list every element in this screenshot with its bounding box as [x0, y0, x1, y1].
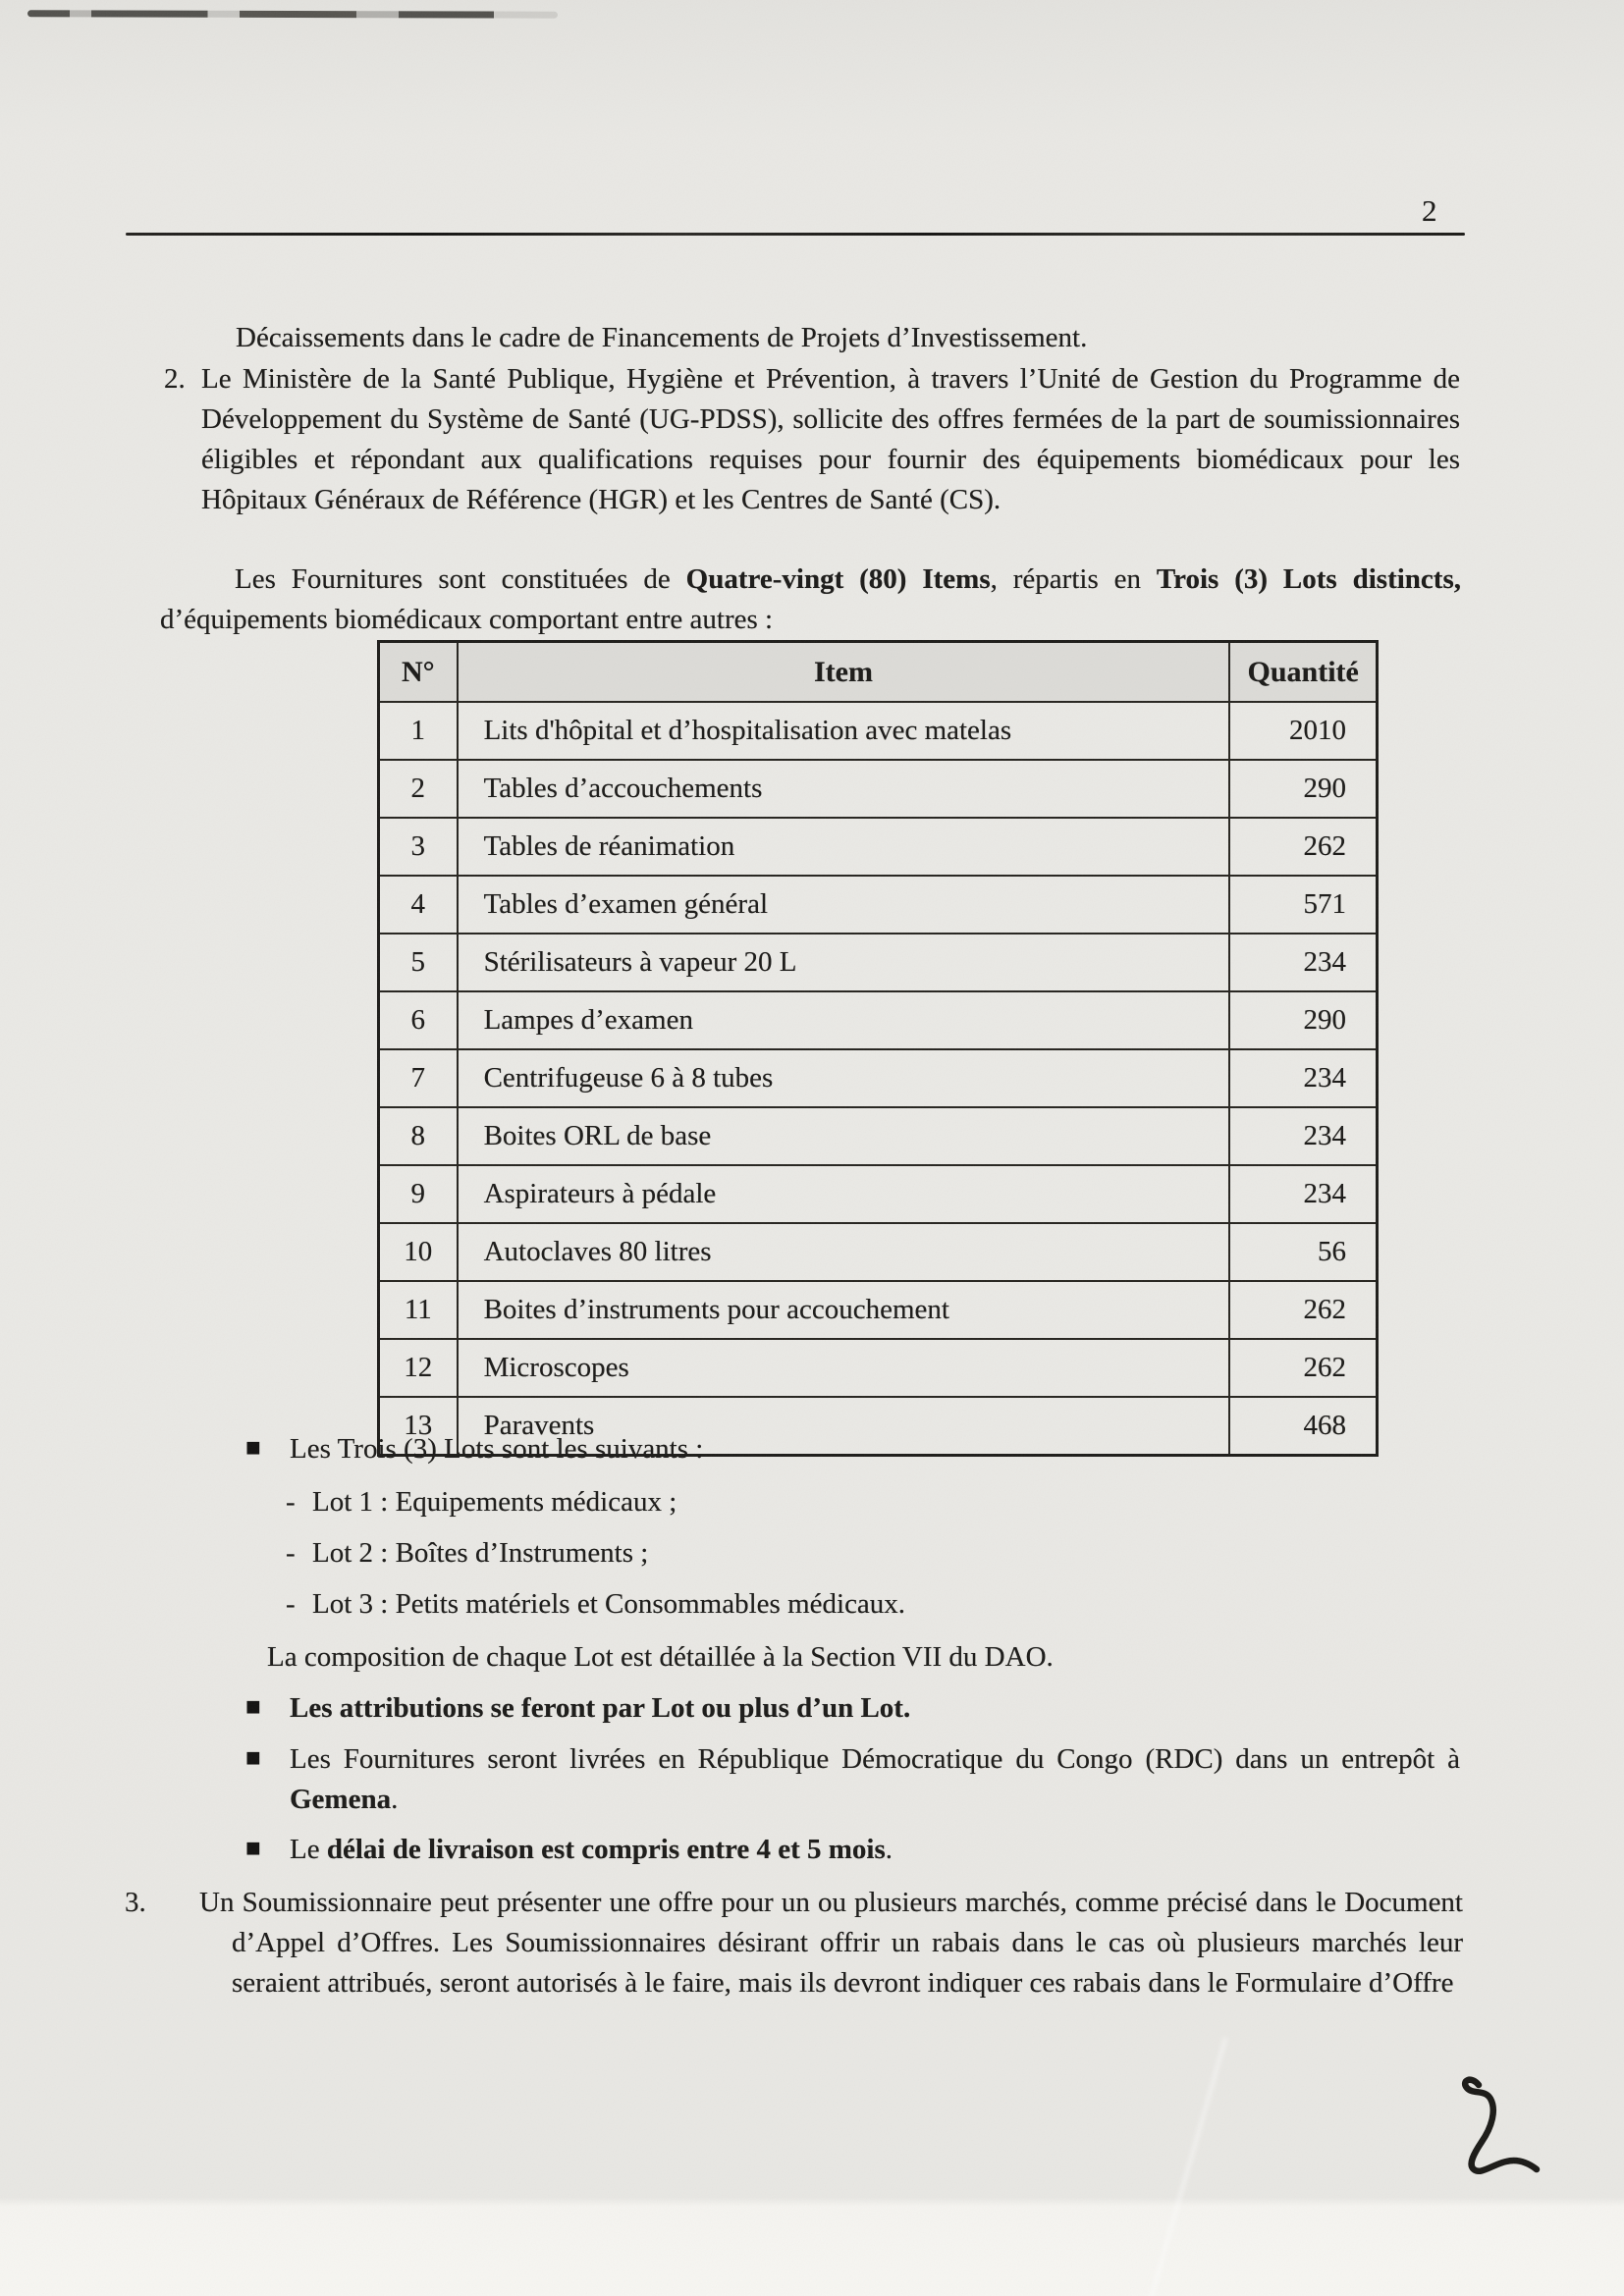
row-qty: 262	[1229, 1281, 1377, 1339]
row-qty: 234	[1229, 1107, 1377, 1165]
supplies-bold-1: Quatre-vingt (80) Items	[685, 563, 991, 595]
attributions-text: Les attributions se feront par Lot ou plus d’un Lot.	[290, 1692, 911, 1724]
item-2-number: 2.	[164, 363, 186, 395]
numbered-item-2	[164, 359, 1460, 520]
table-row	[379, 934, 1378, 991]
scan-artifact-smudge	[27, 10, 558, 18]
bullet-delivery	[245, 1739, 1460, 1820]
square-bullet-icon: ■	[245, 1433, 261, 1462]
dash-icon: -	[286, 1588, 296, 1620]
row-item: Lampes d’examen	[458, 991, 1230, 1049]
lots-intro-text: Les Trois (3) Lots sont les suivants :	[290, 1433, 704, 1465]
table-row	[379, 1281, 1378, 1339]
table-row	[379, 1107, 1378, 1165]
table-row	[379, 1165, 1378, 1223]
lot-item-3	[286, 1584, 906, 1625]
bullet-lots-intro	[245, 1429, 704, 1469]
row-qty: 571	[1229, 876, 1377, 934]
row-item: Lits d'hôpital et d’hospitalisation avec matelas	[458, 702, 1230, 760]
intro-paragraph: Décaissements dans le cadre de Financements de Projets d’Investissement.	[236, 322, 1088, 353]
table-row	[379, 1339, 1378, 1397]
row-item: Aspirateurs à pédale	[458, 1165, 1230, 1223]
square-bullet-icon: ■	[245, 1743, 261, 1772]
table-header-item: Item	[458, 642, 1230, 703]
row-qty: 290	[1229, 760, 1377, 818]
row-item: Paravents	[458, 1397, 1230, 1456]
lot-1-text: Lot 1 : Equipements médicaux ;	[312, 1486, 677, 1518]
scan-artifact-crease	[1143, 2037, 1228, 2296]
row-qty: 234	[1229, 1049, 1377, 1107]
item-3-text: Un Soumissionnaire peut présenter une offre pour un ou plusieurs marchés, comme précisé dans le Document d’Appel d’Offres. Les Soumissionnaires désirant offrir un rabais dans le cas où plusieurs marchés leur seraient attribués, seront autorisés à le faire, mais ils devront indiquer ces rabais dans le Formulaire d’Offre	[199, 1887, 1463, 1999]
row-no: 2	[379, 760, 458, 818]
page-number: 2	[1422, 193, 1437, 228]
delivery-bold-gemena: Gemena	[290, 1784, 392, 1815]
items-table	[377, 640, 1379, 1457]
bullet-attributions	[245, 1688, 911, 1729]
delay-text-2: .	[885, 1834, 893, 1865]
table-row	[379, 702, 1378, 760]
supplies-text-3: d’équipements biomédicaux comportant entre autres :	[160, 604, 774, 635]
row-no: 5	[379, 934, 458, 991]
composition-note: La composition de chaque Lot est détaillée à la Section VII du DAO.	[267, 1641, 1054, 1673]
row-no: 8	[379, 1107, 458, 1165]
row-no: 9	[379, 1165, 458, 1223]
row-no: 4	[379, 876, 458, 934]
row-qty: 234	[1229, 1165, 1377, 1223]
row-qty: 234	[1229, 934, 1377, 991]
table-row	[379, 818, 1378, 876]
delay-bold: délai de livraison est compris entre 4 et 5 mois	[326, 1834, 886, 1865]
row-no: 13	[379, 1397, 458, 1456]
row-qty: 56	[1229, 1223, 1377, 1281]
item-2-text: Le Ministère de la Santé Publique, Hygiène et Prévention, à travers l’Unité de Gestion du Programme de Développement du Système de Santé (UG-PDSS), sollicite des offres fermées de la part de soumissionnaires éligibles et répondant aux qualifications requises pour fournir des équipements biomédicaux pour les Hôpitaux Généraux de Référence (HGR) et les Centres de Santé (CS).	[201, 363, 1460, 515]
row-item: Autoclaves 80 litres	[458, 1223, 1230, 1281]
table-row	[379, 876, 1378, 934]
delay-text-1: Le	[290, 1834, 327, 1865]
square-bullet-icon: ■	[245, 1692, 261, 1721]
row-item: Boites ORL de base	[458, 1107, 1230, 1165]
numbered-item-3: 3. Un Soumissionnaire peut présenter une offre pour un ou plusieurs marchés, comme précisé dans le Document d’Appel d’Offres. Les Soumissionnaires désirant offrir un rabais dans le cas où plusieurs marchés leur seraient attribués, seront autorisés à le faire, mais ils devront indiquer ces rabais dans le Formulaire d’Offre	[125, 1887, 1463, 1999]
table-header-row	[379, 642, 1378, 703]
row-item: Microscopes	[458, 1339, 1230, 1397]
dash-icon: -	[286, 1486, 296, 1518]
handwritten-page-number	[1441, 2069, 1549, 2197]
row-qty: 290	[1229, 991, 1377, 1049]
delivery-text-2: .	[391, 1784, 399, 1815]
row-qty: 262	[1229, 1339, 1377, 1397]
row-item: Tables d’accouchements	[458, 760, 1230, 818]
table-row	[379, 760, 1378, 818]
supplies-text-1: Les Fournitures sont constituées de	[235, 563, 686, 595]
table-header-no: N°	[379, 642, 458, 703]
row-no: 12	[379, 1339, 458, 1397]
supplies-text-2: , répartis en	[990, 563, 1157, 595]
dash-icon: -	[286, 1537, 296, 1569]
row-item: Tables de réanimation	[458, 818, 1230, 876]
row-qty: 468	[1229, 1397, 1377, 1456]
row-no: 1	[379, 702, 458, 760]
table-header-qty: Quantité	[1229, 642, 1377, 703]
lot-3-text: Lot 3 : Petits matériels et Consommables médicaux.	[312, 1588, 906, 1620]
row-no: 10	[379, 1223, 458, 1281]
delivery-text-1: Les Fournitures seront livrées en République Démocratique du Congo (RDC) dans un entrepôt à	[290, 1743, 1460, 1775]
bullet-delay	[245, 1830, 893, 1870]
row-item: Centrifugeuse 6 à 8 tubes	[458, 1049, 1230, 1107]
row-qty: 262	[1229, 818, 1377, 876]
lot-item-1	[286, 1482, 677, 1522]
header-rule	[126, 233, 1465, 236]
supplies-paragraph	[160, 560, 1461, 640]
row-no: 6	[379, 991, 458, 1049]
row-no: 11	[379, 1281, 458, 1339]
row-no: 7	[379, 1049, 458, 1107]
row-no: 3	[379, 818, 458, 876]
table-row	[379, 1049, 1378, 1107]
row-qty: 2010	[1229, 702, 1377, 760]
supplies-bold-2: Trois (3) Lots distincts,	[1156, 563, 1461, 595]
row-item: Tables d’examen général	[458, 876, 1230, 934]
row-item: Stérilisateurs à vapeur 20 L	[458, 934, 1230, 991]
lot-item-2	[286, 1533, 649, 1574]
square-bullet-icon: ■	[245, 1834, 261, 1862]
row-item: Boites d’instruments pour accouchement	[458, 1281, 1230, 1339]
table-row	[379, 1223, 1378, 1281]
table-row	[379, 991, 1378, 1049]
lot-2-text: Lot 2 : Boîtes d’Instruments ;	[312, 1537, 649, 1569]
